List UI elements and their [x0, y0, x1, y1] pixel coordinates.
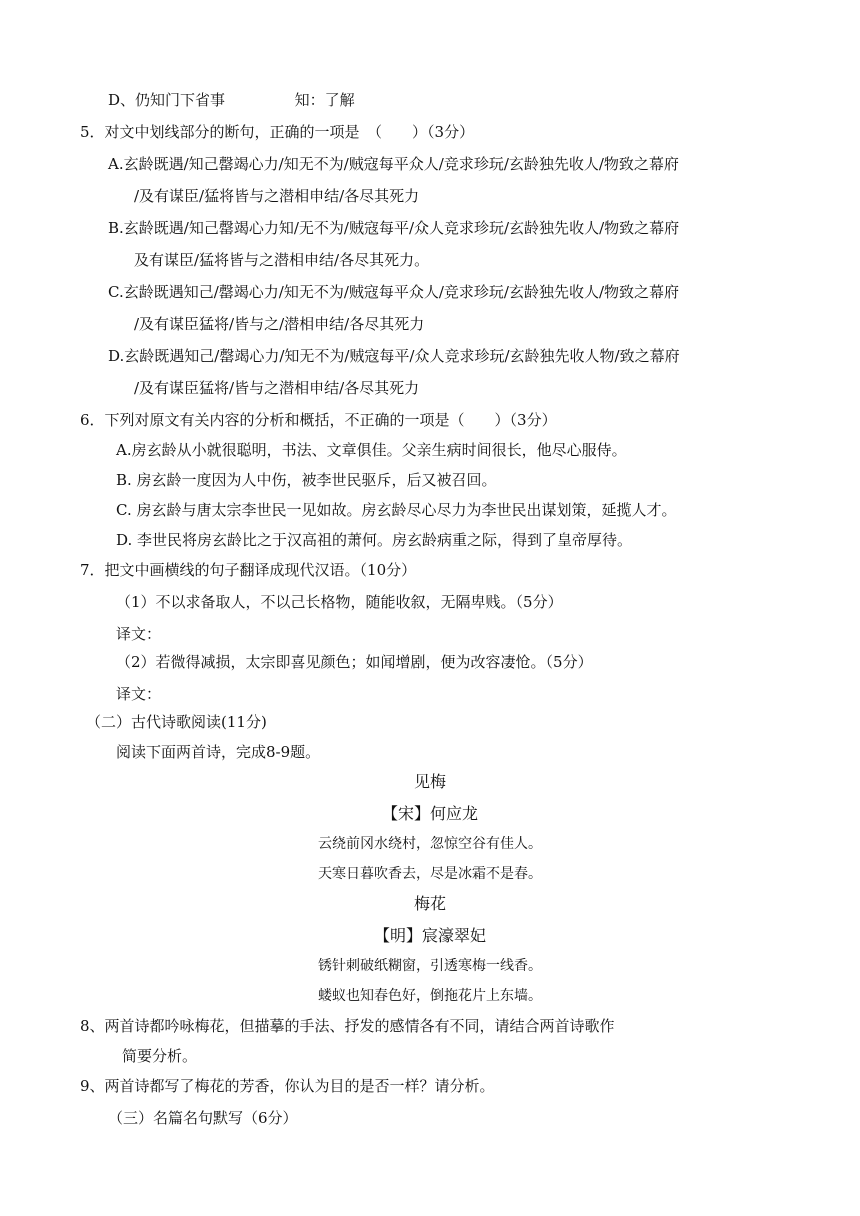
- section3-title: （三）名篇名句默写（6分）: [108, 1109, 298, 1127]
- q8-line-2: 简要分析。: [122, 1047, 198, 1065]
- q6-option-b: B. 房玄龄一度因为人中伤，被李世民驱斥，后又被召回。: [116, 471, 497, 489]
- poem1-author: 【宋】何应龙: [381, 804, 478, 823]
- q5-option-c-line2: /及有谋臣猛将/皆与之/潜相申结/各尽其死力: [134, 315, 425, 333]
- q5-option-b-line1: B.玄龄既遇/知己罄竭心力知/无不为/贼寇每平/众人竞求珍玩/玄龄独先收人/物致之幕府: [108, 219, 680, 237]
- q9-question: 9、两首诗都写了梅花的芳香，你认为目的是否一样？请分析。: [80, 1077, 495, 1095]
- q7-stem: 7．把文中画横线的句子翻译成现代汉语。（10分）: [80, 561, 417, 579]
- q7-translation-1-label: 译文：: [116, 625, 162, 643]
- q7-sentence-1: （1）不以求备取人，不以己长格物，随能收叙，无隔卑贱。（5分）: [116, 593, 563, 611]
- q5-option-b-line2: 及有谋臣/猛将皆与之潜相申结/各尽其死力。: [134, 251, 430, 269]
- q5-option-a-line2: /及有谋臣/猛将皆与之潜相申结/各尽其死力: [134, 187, 420, 205]
- q5-option-a-line1: A.玄龄既遇/知己罄竭心力/知无不为/贼寇每平众人/竞求珍玩/玄龄独先收人/物致之幕府: [108, 155, 679, 173]
- poem2-line-1: 锈针刺破纸糊窗，引透寒梅一线香。: [318, 958, 542, 974]
- q5-option-c-line1: C.玄龄既遇知己/罄竭心力/知无不为/贼寇每平众人/竞求珍玩/玄龄独先收人/物致之幕府: [108, 283, 680, 301]
- poem2-author: 【明】宸濠翠妃: [373, 926, 486, 945]
- q5-stem: 5．对文中划线部分的断句，正确的一项是 （ ）（3分）: [80, 123, 475, 141]
- poem1-title: 见梅: [413, 772, 446, 791]
- section2-instruction: 阅读下面两首诗，完成8-9题。: [116, 743, 321, 761]
- poem2-line-2: 蝼蚁也知春色好，倒拖花片上东墙。: [318, 988, 542, 1004]
- q6-stem: 6．下列对原文有关内容的分析和概括，不正确的一项是（ ）（3分）: [80, 411, 557, 429]
- q4-option-d: D、仍知门下省事 知：了解: [108, 91, 355, 109]
- q5-option-d-line2: /及有谋臣猛将/皆与之潜相申结/各尽其死力: [134, 379, 420, 397]
- q6-option-a: A.房玄龄从小就很聪明，书法、文章俱佳。父亲生病时间很长，他尽心服侍。: [116, 441, 627, 459]
- q7-sentence-2: （2）若微得减损，太宗即喜见颜色；如闻增剧，便为改容凄怆。（5分）: [116, 653, 593, 671]
- q7-translation-2-label: 译文：: [116, 685, 162, 703]
- q6-option-c: C. 房玄龄与唐太宗李世民一见如故。房玄龄尽心尽力为李世民出谋划策，延揽人才。: [116, 501, 677, 519]
- poem1-line-1: 云绕前冈水绕村，忽惊空谷有佳人。: [318, 836, 542, 852]
- q5-option-d-line1: D.玄龄既遇知己/罄竭心力/知无不为/贼寇每平/众人竞求珍玩/玄龄独先收人物/致之幕府: [108, 347, 680, 365]
- q8-line-1: 8、两首诗都吟咏梅花，但描摹的手法、抒发的感情各有不同，请结合两首诗歌作: [80, 1017, 615, 1035]
- poem1-line-2: 天寒日暮吹香去，尽是冰霜不是春。: [318, 866, 542, 882]
- q6-option-d: D. 李世民将房玄龄比之于汉高祖的萧何。房玄龄病重之际，得到了皇帝厚待。: [116, 531, 633, 549]
- poem2-title: 梅花: [413, 894, 446, 913]
- section2-title: （二）古代诗歌阅读(11分): [86, 713, 267, 731]
